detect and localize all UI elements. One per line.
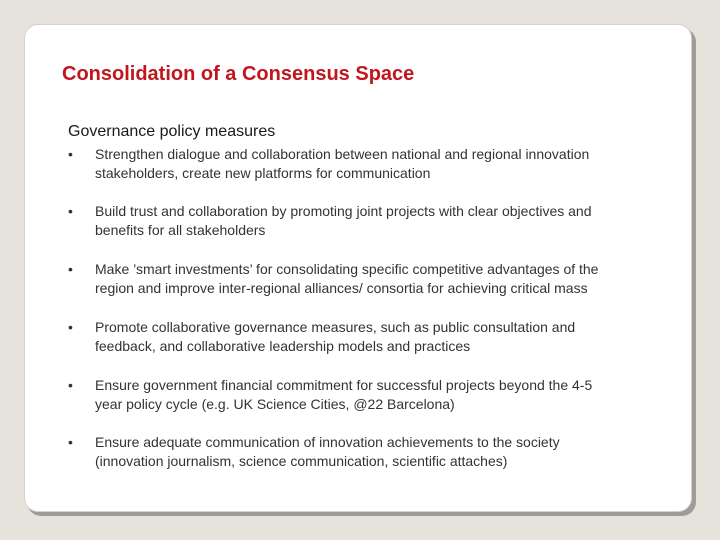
bullet-line: Build trust and collaboration by promoting joint projects with clear objectives and (95, 203, 592, 219)
bullet-line: Make ’smart investments’ for consolidating specific competitive advantages of the (95, 261, 599, 277)
bullet-text (95, 376, 685, 414)
bullet-item (25, 318, 693, 362)
bullet-line: Promote collaborative governance measures, such as public consultation and (95, 319, 576, 335)
bullet-text (95, 260, 685, 298)
bullet-icon: • (68, 261, 73, 277)
bullet-text (95, 318, 685, 356)
bullet-line: region and improve inter-regional alliances/ consortia for achieving critical mass (95, 280, 588, 296)
section-heading: Governance policy measures (68, 123, 276, 140)
slide-panel (24, 24, 692, 512)
bullet-line: year policy cycle (e.g. UK Science Cities, @22 Barcelona) (95, 396, 455, 412)
bullet-item (25, 260, 693, 304)
bullet-item (25, 433, 693, 477)
bullet-line: feedback, and collaborative leadership models and practices (95, 338, 471, 354)
bullet-line: Ensure adequate communication of innovation achievements to the society (95, 434, 560, 450)
bullet-icon: • (68, 377, 73, 393)
bullet-text (95, 433, 685, 471)
bullet-icon: • (68, 434, 73, 450)
bullet-item (25, 202, 693, 246)
bullet-line: benefits for all stakeholders (95, 222, 266, 238)
bullet-icon: • (68, 319, 73, 335)
bullet-line: (innovation journalism, science communication, scientific attaches) (95, 453, 508, 469)
bullet-icon: • (68, 146, 73, 162)
bullet-line: Ensure government financial commitment for successful projects beyond the 4-5 (95, 377, 593, 393)
slide-title: Consolidation of a Consensus Space (62, 63, 415, 85)
bullet-item (25, 145, 693, 189)
bullet-text (95, 202, 685, 240)
bullet-line: Strengthen dialogue and collaboration between national and regional innovation (95, 146, 590, 162)
bullet-line: stakeholders, create new platforms for communication (95, 165, 431, 181)
bullet-text (95, 145, 685, 183)
bullet-icon: • (68, 203, 73, 219)
bullet-item (25, 376, 693, 420)
